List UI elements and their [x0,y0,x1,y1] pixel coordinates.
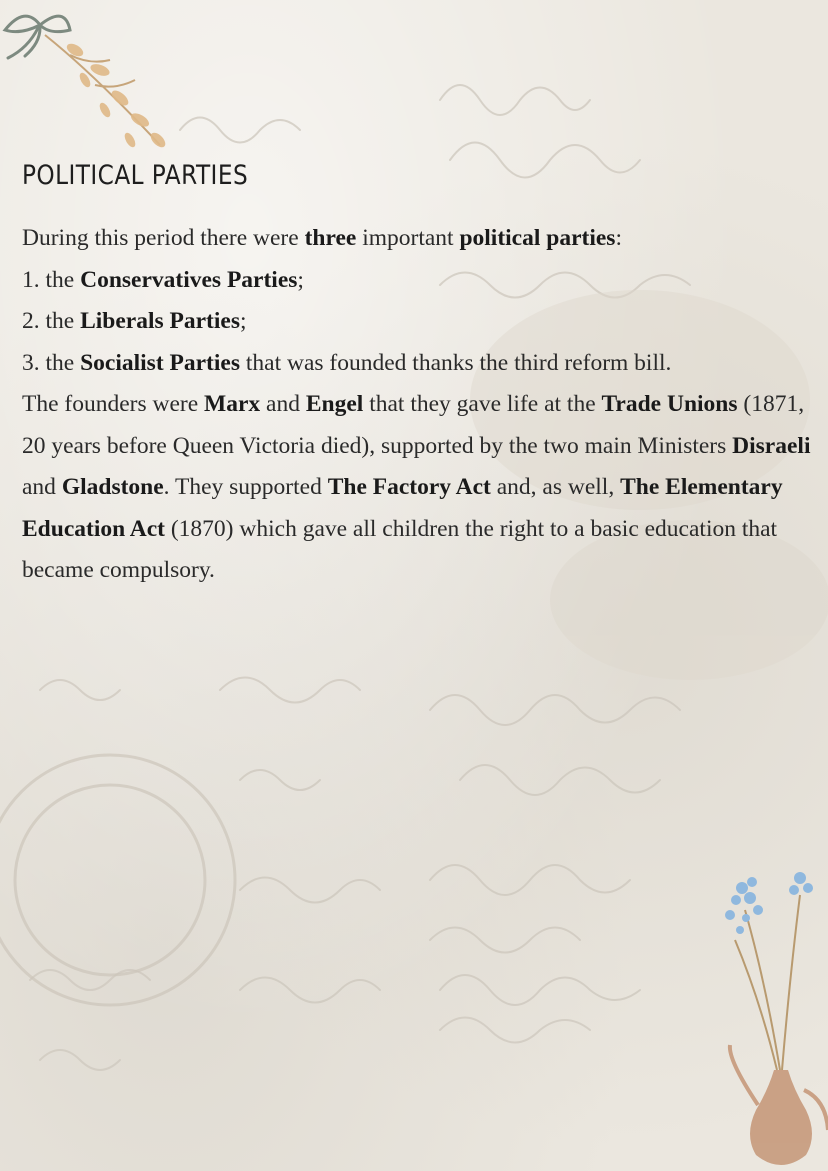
list-item: 2. the Liberals Parties; [22,308,247,334]
dried-flower-ribbon-icon [0,0,190,170]
body-text [22,218,817,592]
list-item: 1. the Conservatives Parties; [22,266,304,293]
flower-vase-icon [700,860,828,1171]
intro-line: During this period there were three important political parties: [22,225,622,251]
paragraph: The founders were Marx and Engel that they gave life at the Trade Unions (1871, 20 years before Queen Victoria died), supported by the two main Ministers Disraeli and Gladstone. They supported The Factory Act and, as well, The Elementary Education Act (1870) which gave all children the right to a basic education that became compulsory. [22,391,811,583]
page-title: POLITICAL PARTIES [22,160,249,191]
list-item: 3. the Socialist Parties that was founded thanks the third reform bill. [22,349,672,376]
